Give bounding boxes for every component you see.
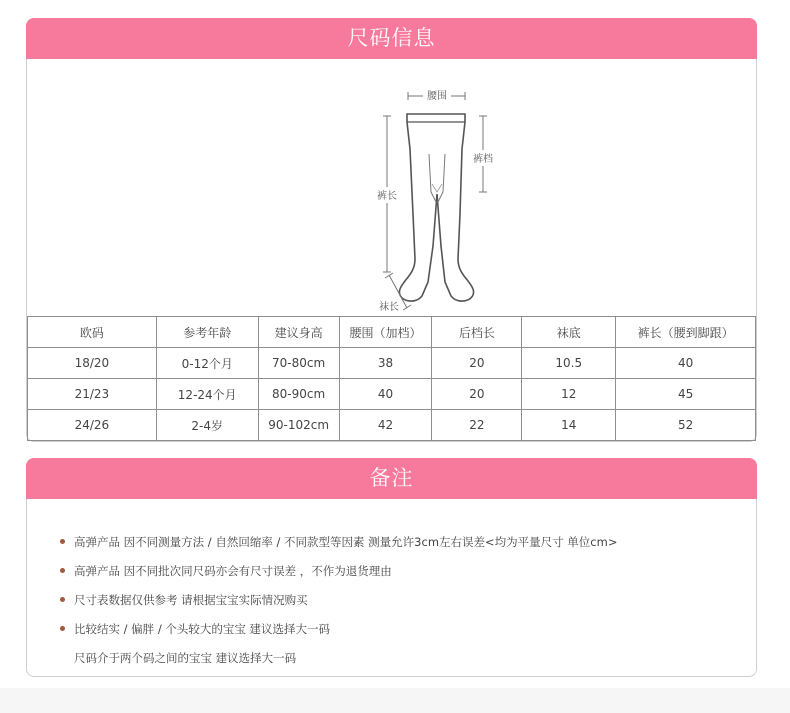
table-cell: 24/26	[28, 410, 157, 441]
note-item	[74, 618, 617, 647]
bullet-icon	[60, 568, 65, 573]
note-text: 比较结实 / 偏胖 / 个头较大的宝宝 建议选择大一码	[74, 622, 331, 636]
note-item	[74, 589, 617, 618]
table-cell: 20	[432, 348, 522, 379]
table-cell: 2-4岁	[156, 410, 258, 441]
size-table	[27, 316, 756, 441]
table-cell: 45	[616, 379, 756, 410]
table-cell: 80-90cm	[258, 379, 339, 410]
bullet-icon	[60, 539, 65, 544]
table-row	[28, 379, 756, 410]
table-cell: 0-12个月	[156, 348, 258, 379]
table-cell: 12	[522, 379, 616, 410]
table-header: 袜底	[522, 317, 616, 348]
notes-list	[74, 531, 617, 676]
table-cell: 42	[339, 410, 432, 441]
notes-title: 备注	[26, 458, 757, 499]
size-info-card	[26, 18, 757, 442]
note-item	[74, 560, 617, 589]
crotch-label: 裤档	[473, 154, 493, 165]
note-text: 尺码介于两个码之间的宝宝 建议选择大一码	[74, 651, 297, 665]
table-cell: 10.5	[522, 348, 616, 379]
table-cell: 18/20	[28, 348, 157, 379]
table-cell: 21/23	[28, 379, 157, 410]
size-info-title: 尺码信息	[26, 18, 757, 59]
table-header: 建议身高	[258, 317, 339, 348]
table-cell: 90-102cm	[258, 410, 339, 441]
note-text: 尺寸表数据仅供参考 请根据宝宝实际情况购买	[74, 593, 308, 607]
notes-card	[26, 458, 757, 677]
table-header: 参考年龄	[156, 317, 258, 348]
table-cell: 52	[616, 410, 756, 441]
table-cell: 14	[522, 410, 616, 441]
tights-diagram	[337, 74, 497, 314]
footer-shade	[0, 688, 790, 713]
table-cell: 40	[339, 379, 432, 410]
table-cell: 12-24个月	[156, 379, 258, 410]
table-cell: 22	[432, 410, 522, 441]
table-cell: 20	[432, 379, 522, 410]
waist-label: 腰围	[427, 91, 447, 102]
note-text: 高弹产品 因不同测量方法 / 自然回缩率 / 不同款型等因素 测量允许3cm左右误差<均为平量尺寸 单位cm>	[74, 535, 618, 549]
table-header-row	[28, 317, 756, 348]
sock-length-label: 袜长	[379, 302, 399, 313]
table-cell: 38	[339, 348, 432, 379]
table-row	[28, 348, 756, 379]
table-header: 腰围（加档）	[339, 317, 432, 348]
table-header: 后档长	[432, 317, 522, 348]
table-header: 欧码	[28, 317, 157, 348]
bullet-icon	[60, 626, 65, 631]
table-header: 裤长（腰到脚跟）	[616, 317, 756, 348]
table-row	[28, 410, 756, 441]
table-cell: 70-80cm	[258, 348, 339, 379]
note-item	[74, 647, 617, 676]
bullet-icon	[60, 597, 65, 602]
pants-length-label: 裤长	[377, 191, 397, 202]
table-cell: 40	[616, 348, 756, 379]
note-text: 高弹产品 因不同批次同尺码亦会有尺寸误差 ，不作为退货理由	[74, 564, 392, 578]
note-item	[74, 531, 617, 560]
